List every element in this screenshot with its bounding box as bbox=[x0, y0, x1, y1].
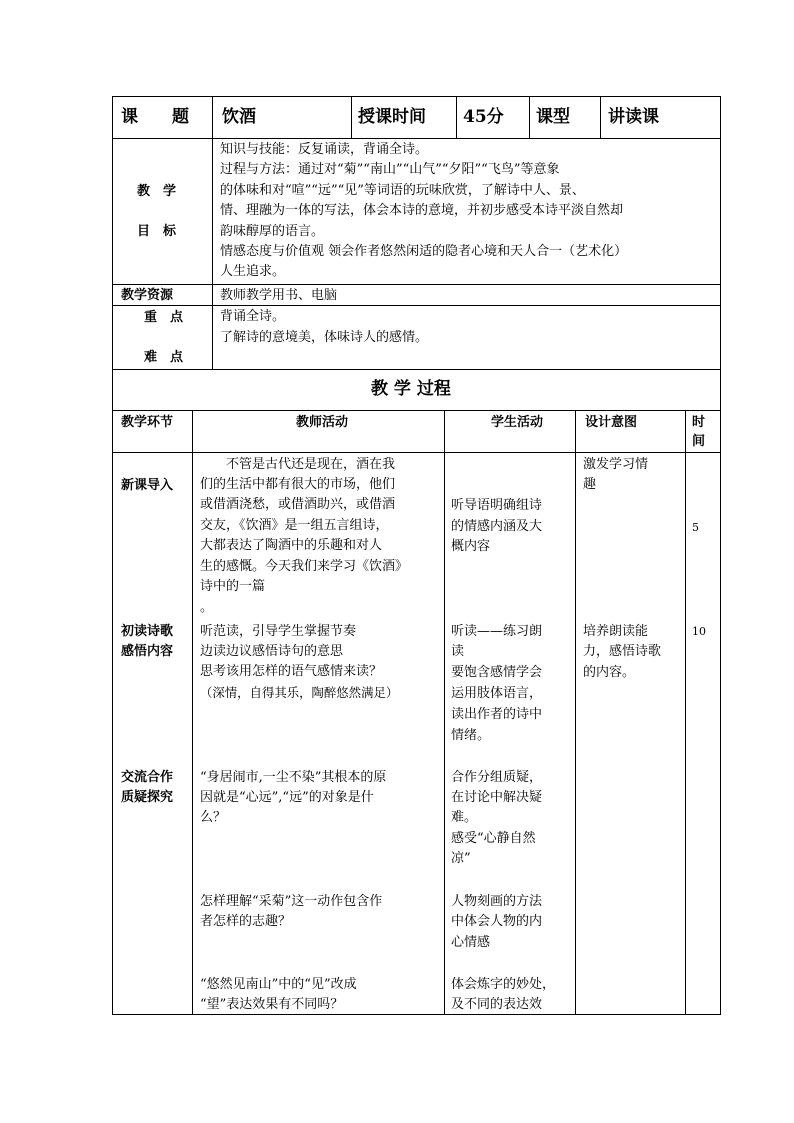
rule-topic-4 bbox=[600, 96, 601, 139]
row1-student-line: 听导语明确组诗 bbox=[451, 498, 543, 513]
row3-teacher-q1: 么？ bbox=[200, 810, 227, 825]
rule-proc-2 bbox=[444, 410, 445, 1015]
goal-line: 过程与方法：通过对“菊”“南山”“山气”“夕阳”“飞鸟”等意象 bbox=[220, 162, 560, 177]
row2-student-line: 情绪。 bbox=[451, 728, 491, 743]
row2-student-line: 运用肢体语言， bbox=[451, 686, 543, 701]
row3-teacher-q1: “身居闹市,一尘不染”其根本的原 bbox=[200, 770, 387, 785]
keypoint-line: 背诵全诗。 bbox=[220, 309, 286, 324]
rule-after-resources bbox=[112, 305, 721, 306]
row1-teacher-line: 不管是古代还是现在，酒在我 bbox=[200, 457, 396, 472]
row1-time: 5 bbox=[692, 521, 699, 534]
header-time-top: 时 bbox=[692, 415, 706, 430]
row3-teacher-q2: 怎样理解“采菊”这一动作包含作 bbox=[200, 894, 383, 909]
row3-student-a1: 感受“心静自然 bbox=[451, 831, 536, 846]
keypoints-label-bottom: 难 点 bbox=[144, 350, 184, 365]
goals-label-top: 教 学 bbox=[137, 184, 177, 199]
goals-label-bottom: 目 标 bbox=[137, 224, 177, 239]
row1-teacher-line: 交友，《饮酒》是一组五言组诗， bbox=[200, 518, 389, 533]
row3-student-a1: 难。 bbox=[451, 810, 478, 825]
row3-teacher-q3: “望”表达效果有不同吗？ bbox=[200, 997, 344, 1012]
type-value: 讲读课 bbox=[608, 107, 659, 127]
row3-teacher-q1: 因就是“心远”,“远”的对象是什 bbox=[200, 790, 374, 805]
row1-intent-line: 激发学习情 bbox=[583, 457, 649, 472]
rule-left bbox=[112, 96, 113, 1015]
header-student: 学生活动 bbox=[491, 415, 544, 430]
row2-teacher-line: （深情，自得其乐，陶醉悠然满足） bbox=[200, 685, 399, 700]
row1-teacher-line: 们的生活中都有很大的市场，他们 bbox=[200, 477, 396, 492]
keypoints-label-top: 重 点 bbox=[144, 310, 184, 325]
row1-teacher-line: 或借酒浇愁，或借酒助兴，或借酒 bbox=[200, 497, 396, 512]
rule-proc-1 bbox=[192, 410, 193, 1015]
rule-after-process-title bbox=[112, 410, 721, 411]
rule-after-topic bbox=[112, 138, 721, 139]
resources-label: 教学资源 bbox=[121, 288, 174, 303]
row1-student-line: 的情感内涵及大 bbox=[451, 519, 543, 534]
row3-teacher-q3: “悠然见南山”中的“见”改成 bbox=[200, 977, 357, 992]
goal-line: 的体味和对“喧”“远”“见”等词语的玩味欣赏，了解诗中人、景、 bbox=[220, 183, 585, 198]
row3-stage-bottom: 质疑探究 bbox=[121, 790, 174, 805]
goal-line: 韵味醇厚的语言。 bbox=[220, 224, 325, 239]
rule-after-keypoints bbox=[112, 369, 721, 370]
row2-intent-line: 的内容。 bbox=[583, 665, 636, 680]
row2-teacher-line: 思考该用怎样的语气感情来读？ bbox=[200, 664, 383, 679]
header-stage: 教学环节 bbox=[121, 415, 174, 430]
row1-stage: 新课导入 bbox=[121, 478, 174, 493]
row2-intent-line: 力，感悟诗歌 bbox=[583, 644, 662, 659]
row3-student-a1: 在讨论中解决疑 bbox=[451, 790, 543, 805]
row3-student-a1: 合作分组质疑， bbox=[451, 770, 543, 785]
row1-teacher-line: 大都表达了陶酒中的乐趣和对人 bbox=[200, 538, 383, 553]
row2-time: 10 bbox=[692, 625, 706, 638]
row3-student-a2: 人物刻画的方法 bbox=[451, 894, 543, 909]
row2-stage-bottom: 感悟内容 bbox=[121, 644, 174, 659]
topic-value: 饮酒 bbox=[222, 107, 256, 127]
row2-teacher-line: 听范读，引导学生掌握节奏 bbox=[200, 624, 357, 639]
header-intent: 设计意图 bbox=[585, 415, 638, 430]
row3-student-a1: 凉” bbox=[451, 851, 471, 866]
goal-line: 知识与技能：反复诵读，背诵全诗。 bbox=[220, 142, 429, 157]
row1-teacher-line: 诗中的一篇 bbox=[200, 579, 266, 594]
row2-stage-top: 初读诗歌 bbox=[121, 624, 174, 639]
type-label: 课型 bbox=[536, 107, 570, 127]
row3-student-a2: 心情感 bbox=[451, 935, 491, 950]
row3-student-a2: 中体会人物的内 bbox=[451, 914, 543, 929]
header-time-bottom: 间 bbox=[692, 434, 706, 449]
rule-proc-4 bbox=[685, 410, 686, 1015]
rule-topic-3 bbox=[529, 96, 530, 139]
row2-teacher-line: 边读边议感悟诗句的意思 bbox=[200, 644, 344, 659]
rule-after-goals bbox=[112, 284, 721, 285]
resources-value: 教师教学用书、电脑 bbox=[220, 288, 338, 303]
row3-student-a3: 体会炼字的妙处， bbox=[451, 977, 556, 992]
rule-after-headers bbox=[112, 452, 721, 453]
row3-teacher-q2: 者怎样的志趣？ bbox=[200, 914, 292, 929]
header-teacher: 教师活动 bbox=[296, 415, 349, 430]
rule-label-col bbox=[212, 96, 213, 370]
rule-right bbox=[720, 96, 721, 1015]
topic-label: 课 题 bbox=[121, 107, 189, 127]
row3-stage-top: 交流合作 bbox=[121, 770, 174, 785]
goal-line: 人生追求。 bbox=[220, 264, 286, 279]
rule-top bbox=[112, 96, 721, 97]
row2-student-line: 读 bbox=[451, 644, 465, 659]
keypoint-line: 了解诗的意境美，体味诗人的感情。 bbox=[220, 330, 429, 345]
row1-teacher-line: 生的感慨。今天我们来学习《饮酒》 bbox=[200, 559, 409, 574]
goal-line: 情感态度与价值观 领会作者悠然闲适的隐者心境和天人合一（艺术化） bbox=[220, 244, 628, 259]
row1-student-line: 概内容 bbox=[451, 539, 491, 554]
goal-line: 情、理融为一体的写法，体会本诗的意境，并初步感受本诗平淡自然却 bbox=[220, 203, 624, 218]
rule-topic-1 bbox=[351, 96, 352, 139]
row2-intent-line: 培养朗读能 bbox=[583, 624, 649, 639]
row3-student-a3: 及不同的表达效 bbox=[451, 997, 543, 1012]
rule-topic-2 bbox=[456, 96, 457, 139]
row2-student-line: 要饱含感情学会 bbox=[451, 665, 543, 680]
rule-proc-3 bbox=[575, 410, 576, 1015]
time-label: 授课时间 bbox=[358, 107, 426, 127]
row1-intent-line: 趣 bbox=[583, 477, 597, 492]
row1-teacher-line: 。 bbox=[200, 600, 214, 615]
time-value: 45分 bbox=[463, 107, 504, 127]
row2-student-line: 读出作者的诗中 bbox=[451, 707, 543, 722]
row2-student-line: 听读——练习朗 bbox=[451, 624, 543, 639]
process-title: 教 学 过程 bbox=[371, 379, 451, 399]
